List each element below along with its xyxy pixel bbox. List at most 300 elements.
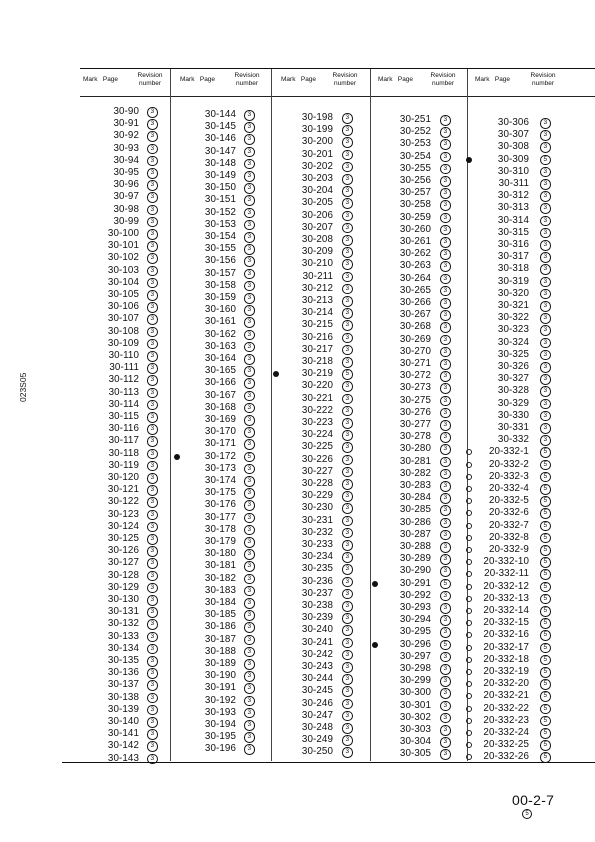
revision-number-cell: 3 — [244, 549, 255, 560]
page-number-cell: 30-276 — [399, 406, 431, 418]
page-number-cell: 30-198 — [301, 112, 333, 123]
page-number-cell: 30-295 — [399, 626, 431, 638]
page-number-cell: 30-214 — [301, 307, 333, 319]
revision-number-cell: 3 — [244, 110, 255, 121]
page-number-cell: 30-224 — [301, 429, 333, 441]
page-number-cell: 30-260 — [399, 223, 431, 235]
revision-number-cell: 3 — [147, 546, 158, 557]
revision-number-cell: 3 — [342, 650, 353, 661]
revision-number-cell: 3 — [244, 305, 255, 316]
page-number-cell: 30-311 — [498, 178, 529, 189]
revision-number-cell: 3 — [244, 622, 255, 633]
revision-number-cell: 3 — [147, 717, 158, 728]
revision-number-cell: 3 — [244, 342, 255, 353]
page-number-cell: 30-184 — [204, 597, 236, 608]
page-number-cell: 30-114 — [108, 398, 139, 410]
revision-number-cell: 3 — [147, 436, 158, 447]
revision-number-cell: 3 — [440, 286, 451, 297]
page-number-cell: 20-332-13 — [483, 592, 529, 604]
page-number-cell: 30-244 — [301, 673, 333, 685]
revision-number-cell: 3 — [342, 601, 353, 612]
revision-number-cell: 3 — [147, 729, 158, 740]
revision-number-cell: 3 — [244, 427, 255, 438]
revision-number-cell: 3 — [440, 274, 451, 285]
page-number-cell: 30-120 — [107, 472, 139, 483]
revision-number-cell: 3 — [244, 183, 255, 194]
page-number-cell: 30-320 — [497, 287, 529, 299]
page-number-cell: 30-310 — [497, 165, 529, 177]
revision-number-cell: 3 — [147, 375, 158, 386]
page-number-cell: 30-193 — [204, 706, 236, 718]
page-number-cell: 30-252 — [399, 126, 431, 138]
revision-number-cell: 3 — [244, 171, 255, 182]
page-number-cell: 30-270 — [399, 345, 431, 357]
revision-number-cell: 3 — [147, 266, 158, 277]
page-number-cell: 30-188 — [204, 645, 236, 657]
page-number-cell: 30-155 — [204, 243, 236, 255]
page-number-cell: 30-116 — [108, 423, 139, 435]
revision-number-cell: 3 — [342, 491, 353, 502]
page-number: 00-2-7 — [512, 792, 555, 808]
page-number-cell: 30-185 — [204, 609, 236, 621]
page-number-cell: 30-288 — [399, 541, 431, 552]
page-number-cell: 30-126 — [107, 545, 139, 557]
page-number-cell: 30-134 — [107, 642, 139, 654]
page-number-cell: 30-304 — [399, 736, 431, 748]
revision-number-cell: 3 — [147, 144, 158, 155]
revision-number-cell: 3 — [440, 566, 451, 577]
page-number-cell: 30-103 — [107, 264, 139, 276]
page-number-cell: 30-101 — [107, 240, 139, 252]
revision-number-cell: 3 — [342, 296, 353, 307]
page-number-cell: 30-95 — [113, 167, 139, 178]
page-number-cell: 30-117 — [108, 435, 139, 447]
revision-number-cell: 3 — [147, 522, 158, 533]
revision-number-header: Revision number — [332, 72, 358, 87]
revision-number-cell: 5 — [540, 606, 551, 617]
revision-number-cell: 3 — [342, 259, 353, 270]
page-number-cell: 30-268 — [399, 321, 431, 333]
page-number-cell: 20-332-2 — [488, 458, 529, 470]
revision-number-cell: 3 — [147, 632, 158, 643]
page-number-cell: 30-200 — [301, 136, 333, 148]
revision-number-cell: 3 — [244, 122, 255, 133]
revision-number-cell: 3 — [342, 479, 353, 490]
header-rule — [80, 96, 595, 97]
page-number-cell: 20-332-23 — [483, 714, 529, 726]
revision-number-cell: 5 — [540, 643, 551, 654]
revision-number-cell: 3 — [440, 444, 451, 455]
page-number-cell: 30-247 — [301, 709, 333, 721]
revision-number-cell: 3 — [244, 659, 255, 670]
page-number-cell: 30-219 — [301, 368, 333, 380]
revision-number-cell: 3 — [440, 725, 451, 736]
page-number-cell: 30-131 — [107, 606, 139, 618]
page-number-cell: 30-123 — [107, 508, 139, 520]
revision-number-cell: 3 — [440, 432, 451, 443]
page-number-cell: 30-141 — [107, 728, 139, 740]
revision-number-cell: 3 — [540, 167, 551, 178]
revision-number-cell: 3 — [147, 571, 158, 582]
revision-number-cell: 3 — [147, 412, 158, 423]
revision-number-cell: 3 — [342, 211, 353, 222]
page-number-cell: 30-331 — [497, 422, 529, 433]
page-number-cell: 30-249 — [301, 734, 333, 746]
revision-number-cell: 5 — [540, 569, 551, 580]
page-number-cell: 30-325 — [497, 348, 529, 360]
revision-number-cell: 3 — [342, 552, 353, 563]
revision-number-cell: 3 — [244, 281, 255, 292]
page-number-cell: 30-191 — [204, 682, 236, 694]
revision-number-cell: 3 — [244, 439, 255, 450]
revision-number-cell: 3 — [540, 203, 551, 214]
page-number-cell: 30-142 — [107, 740, 139, 752]
page-number-cell: 30-220 — [301, 380, 333, 392]
page-number-cell: 30-160 — [204, 304, 236, 316]
revision-number-cell: 3 — [244, 415, 255, 426]
revision-number-cell: 3 — [440, 554, 451, 565]
page-number-cell: 30-133 — [107, 630, 139, 642]
revision-number-cell: 3 — [244, 195, 255, 206]
revision-number-cell: 3 — [244, 635, 255, 646]
revision-number-cell: 3 — [147, 253, 158, 264]
document-side-code: 023S05 — [18, 372, 28, 402]
page-number-cell: 30-174 — [204, 475, 236, 486]
page-number-cell: 30-179 — [204, 536, 236, 547]
revision-number-cell: 3 — [342, 394, 353, 405]
page-number-cell: 30-194 — [204, 719, 236, 730]
page-number-cell: 30-151 — [204, 194, 236, 206]
revision-number-cell: 3 — [540, 179, 551, 190]
revision-number-cell: 5 — [540, 472, 551, 483]
revision-number-cell: 3 — [440, 408, 451, 419]
revision-number-cell: 3 — [147, 510, 158, 521]
revision-number-cell: 3 — [440, 688, 451, 699]
page-number-cell: 20-332-3 — [488, 470, 529, 482]
page-number-cell: 30-281 — [399, 455, 431, 467]
revision-number-cell: 3 — [244, 537, 255, 548]
revision-number-cell: 3 — [342, 430, 353, 441]
revision-number-cell: 3 — [540, 435, 551, 446]
revision-number-cell: 3 — [342, 503, 353, 514]
page-number-cell: 30-165 — [204, 365, 236, 377]
revision-number-cell: 3 — [244, 147, 255, 158]
revision-number-cell: 3 — [244, 256, 255, 267]
revision-number-cell: 3 — [342, 113, 353, 124]
page-number-cell: 30-190 — [204, 670, 236, 682]
page-number-cell: 30-163 — [204, 340, 236, 352]
revision-number-cell: 3 — [342, 345, 353, 356]
revision-number-cell: 3 — [540, 240, 551, 251]
page-number-cell: 30-170 — [204, 426, 236, 438]
page-number-cell: 30-228 — [301, 478, 333, 489]
revision-number-cell: 3 — [244, 330, 255, 341]
page-number-cell: 20-332-12 — [483, 580, 529, 592]
revision-number-cell: 3 — [342, 564, 353, 575]
revision-number-cell: 3 — [147, 583, 158, 594]
revision-number-cell: 3 — [440, 420, 451, 431]
page-number-cell: 30-183 — [204, 584, 236, 596]
revision-number-cell: 3 — [540, 216, 551, 227]
page-number-cell: 30-298 — [399, 663, 431, 674]
page-number-cell: 30-330 — [497, 409, 529, 421]
page-number-cell: 30-323 — [497, 324, 529, 336]
page-number-cell: 30-324 — [497, 336, 529, 348]
page-number-cell: 30-143 — [107, 752, 139, 764]
page-number-cell: 30-181 — [204, 560, 236, 572]
revision-number-cell: 3 — [440, 591, 451, 602]
revision-number-cell: 5 — [540, 594, 551, 605]
page-number-cell: 30-286 — [399, 516, 431, 528]
page-number-cell: 30-93 — [113, 142, 139, 154]
page-number-cell: 30-238 — [301, 600, 333, 611]
revision-number-cell: 3 — [147, 619, 158, 630]
revision-number-cell: 5 — [440, 640, 451, 651]
revision-number-cell: 3 — [147, 644, 158, 655]
page-number-cell: 30-102 — [107, 252, 139, 264]
page-number-cell: 30-278 — [399, 431, 431, 443]
revision-number-cell: 5 — [540, 630, 551, 641]
page-number-cell: 30-146 — [204, 133, 236, 145]
revision-number-cell: 3 — [244, 744, 255, 755]
revision-number-cell: 3 — [540, 191, 551, 202]
revision-number-cell: 3 — [147, 278, 158, 289]
page-number-cell: 30-275 — [399, 394, 431, 406]
page-number-cell: 30-137 — [107, 679, 139, 691]
page-number-cell: 30-121 — [107, 484, 139, 496]
page-number-cell: 30-243 — [301, 661, 333, 672]
page-number-cell: 30-204 — [301, 185, 333, 197]
page-number-cell: 30-222 — [301, 404, 333, 416]
revision-number-cell: 3 — [244, 208, 255, 219]
page-number-cell: 30-119 — [108, 459, 139, 471]
page-number-cell: 30-211 — [302, 270, 333, 282]
revision-number-cell: 3 — [440, 701, 451, 712]
revision-number-cell: 3 — [244, 159, 255, 170]
revision-number-cell: 3 — [342, 686, 353, 697]
revision-number-cell: 3 — [440, 347, 451, 358]
revision-number-cell: 3 — [244, 598, 255, 609]
page-number-cell: 30-166 — [204, 377, 236, 389]
page-number-cell: 20-332-8 — [488, 531, 529, 543]
page-number-cell: 30-90 — [113, 106, 139, 117]
page-number-cell: 30-209 — [301, 246, 333, 258]
revision-number-cell: 3 — [440, 237, 451, 248]
revision-number-cell: 3 — [540, 313, 551, 324]
revision-number-cell: 3 — [244, 513, 255, 524]
page-number-cell: 30-94 — [113, 154, 139, 166]
page-number-cell: 30-326 — [497, 361, 529, 372]
revision-number-cell: 3 — [342, 674, 353, 685]
page-number-cell: 30-129 — [107, 581, 139, 593]
page-number-cell: 30-98 — [113, 203, 139, 215]
page-number-cell: 30-332 — [497, 434, 529, 446]
page-number-cell: 30-297 — [399, 650, 431, 662]
page-number-cell: 30-154 — [204, 231, 236, 242]
page-number-cell: 30-96 — [113, 179, 139, 191]
page-number-cell: 30-147 — [204, 145, 236, 157]
revision-number-cell: 3 — [440, 200, 451, 211]
page-number-cell: 30-271 — [399, 358, 431, 369]
revision-number-cell: 3 — [342, 662, 353, 673]
revision-number-cell: 3 — [342, 589, 353, 600]
page-number-cell: 30-173 — [204, 462, 236, 474]
page-number-cell: 30-139 — [107, 703, 139, 715]
page-number-cell: 30-112 — [108, 374, 139, 386]
revision-number-cell: 5 — [540, 655, 551, 666]
page-number-cell: 30-239 — [301, 612, 333, 624]
column-divider — [271, 69, 272, 761]
page-number-cell: 30-293 — [399, 602, 431, 613]
revision-number-cell: 3 — [540, 399, 551, 410]
revision-number-cell: 3 — [147, 229, 158, 240]
page-number-cell: 30-152 — [204, 206, 236, 218]
page-number-cell: 30-189 — [204, 658, 236, 669]
page-number-cell: 30-314 — [497, 214, 529, 226]
revision-number-cell: 3 — [147, 668, 158, 679]
revision-number-cell: 3 — [342, 150, 353, 161]
revision-number-header: Revision number — [530, 72, 556, 87]
revision-number-cell: 3 — [342, 613, 353, 624]
revision-number-cell: 3 — [342, 455, 353, 466]
revision-number-cell: 3 — [342, 137, 353, 148]
page-number-cell: 30-175 — [204, 487, 236, 499]
page-number-cell: 30-227 — [301, 465, 333, 477]
page-number-cell: 20-332-21 — [483, 690, 529, 702]
page-number-cell: 20-332-24 — [483, 727, 529, 738]
page-number-cell: 30-144 — [204, 109, 236, 120]
revision-number-cell: 3 — [440, 627, 451, 638]
revision-number-cell: 5 — [540, 704, 551, 715]
page-number-cell: 30-289 — [399, 553, 431, 565]
revision-number-cell: 3 — [342, 528, 353, 539]
page-number-cell: 30-296 — [399, 638, 431, 650]
page-number-cell: 30-202 — [301, 160, 333, 172]
revision-number-cell: 3 — [244, 220, 255, 231]
revision-number-cell: 3 — [440, 493, 451, 504]
revision-number-cell: 3 — [342, 418, 353, 429]
page-number-cell: 30-231 — [301, 514, 333, 526]
revision-number-cell: 3 — [440, 225, 451, 236]
page-number-cell: 20-332-20 — [483, 678, 529, 690]
revision-number-cell: 3 — [147, 656, 158, 667]
page-number-cell: 30-167 — [204, 389, 236, 401]
revision-number-cell: 3 — [342, 125, 353, 136]
revision-number-cell: 3 — [440, 371, 451, 382]
revision-number-cell: 3 — [342, 333, 353, 344]
page-number-cell: 30-161 — [204, 316, 236, 328]
revision-number-cell: 3 — [147, 388, 158, 399]
revision-number-cell: 5 — [540, 545, 551, 556]
revision-number-cell: 3 — [244, 488, 255, 499]
page-number-cell: 20-332-6 — [488, 507, 529, 519]
page-number-cell: 20-332-4 — [488, 483, 529, 494]
revision-number-cell: 3 — [244, 269, 255, 280]
revision-number-cell: 3 — [540, 228, 551, 239]
revision-number-cell: 3 — [440, 542, 451, 553]
revision-number-cell: 3 — [342, 516, 353, 527]
page-number-cell: 30-125 — [107, 533, 139, 544]
page-number-cell: 30-195 — [204, 731, 236, 743]
revision-number-cell: 3 — [244, 354, 255, 365]
revision-number-cell: 3 — [147, 168, 158, 179]
page-number-cell: 30-230 — [301, 502, 333, 514]
page-number-cell: 30-242 — [301, 648, 333, 660]
revision-number-cell: 3 — [244, 134, 255, 145]
column-divider — [170, 69, 171, 761]
revision-number-cell: 3 — [244, 500, 255, 511]
revision-number-cell: 3 — [440, 737, 451, 748]
revision-number-cell: 5 — [540, 496, 551, 507]
revision-number-cell: 5 — [540, 728, 551, 739]
revision-number-cell: 3 — [342, 442, 353, 453]
revision-number-cell: 3 — [147, 314, 158, 325]
page-number-cell: 30-284 — [399, 492, 431, 504]
page-number-cell: 30-319 — [497, 275, 529, 287]
revision-number-cell: 3 — [147, 693, 158, 704]
revision-number-cell: 3 — [540, 118, 551, 129]
revision-number-header: Revision number — [430, 72, 456, 87]
page-number-cell: 30-192 — [204, 694, 236, 706]
revision-number-cell: 3 — [147, 558, 158, 569]
page-number-cell: 30-162 — [204, 328, 236, 340]
page-number-cell: 30-309 — [497, 153, 529, 165]
revision-number-cell: 3 — [244, 317, 255, 328]
page-number-cell: 30-186 — [204, 621, 236, 633]
revision-number-cell: 3 — [440, 481, 451, 492]
page-number-cell: 30-312 — [497, 190, 529, 202]
page-number-cell: 30-299 — [399, 675, 431, 687]
revision-number-cell: 3 — [540, 423, 551, 434]
revision-number-cell: 3 — [342, 723, 353, 734]
page-number-cell: 30-100 — [107, 228, 139, 239]
page-number-cell: 30-206 — [301, 209, 333, 221]
page-number-cell: 20-332-5 — [488, 495, 529, 507]
page-number-cell: 30-138 — [107, 691, 139, 703]
page-number-cell: 30-255 — [399, 162, 431, 174]
revision-number-cell: 3 — [244, 574, 255, 585]
page-number-cell: 30-303 — [399, 724, 431, 735]
page-number-cell: 30-315 — [497, 226, 529, 238]
revision-number-cell: 3 — [342, 406, 353, 417]
page-number-cell: 20-332-18 — [483, 653, 529, 665]
revision-number-cell: 3 — [244, 391, 255, 402]
revision-number-cell: 3 — [342, 381, 353, 392]
page-number-cell: 30-172 — [204, 450, 236, 462]
revision-number-cell: 3 — [440, 749, 451, 760]
revision-number-cell: 3 — [147, 107, 158, 118]
page-number-cell: 30-127 — [107, 557, 139, 569]
revision-number-cell: 5 — [540, 679, 551, 690]
revision-number-cell: 3 — [342, 699, 353, 710]
revision-number-cell: 3 — [440, 164, 451, 175]
page-number-cell: 20-332-1 — [488, 446, 529, 458]
page-number-cell: 30-261 — [399, 236, 431, 247]
revision-number-cell: 3 — [540, 301, 551, 312]
page-number-cell: 30-306 — [497, 117, 529, 128]
revision-number-cell: 3 — [440, 505, 451, 516]
revision-number-cell: 3 — [342, 235, 353, 246]
page-number-cell: 20-332-15 — [483, 617, 529, 629]
revision-number-cell: 5 — [540, 691, 551, 702]
revision-number-cell: 3 — [342, 638, 353, 649]
page-number-cell: 30-135 — [107, 655, 139, 666]
page-number-cell: 30-277 — [399, 419, 431, 430]
page-number-cell: 30-316 — [497, 239, 529, 250]
page-number-cell: 20-332-16 — [483, 629, 529, 641]
revision-number-cell: 3 — [440, 261, 451, 272]
page-number-cell: 30-313 — [497, 202, 529, 214]
